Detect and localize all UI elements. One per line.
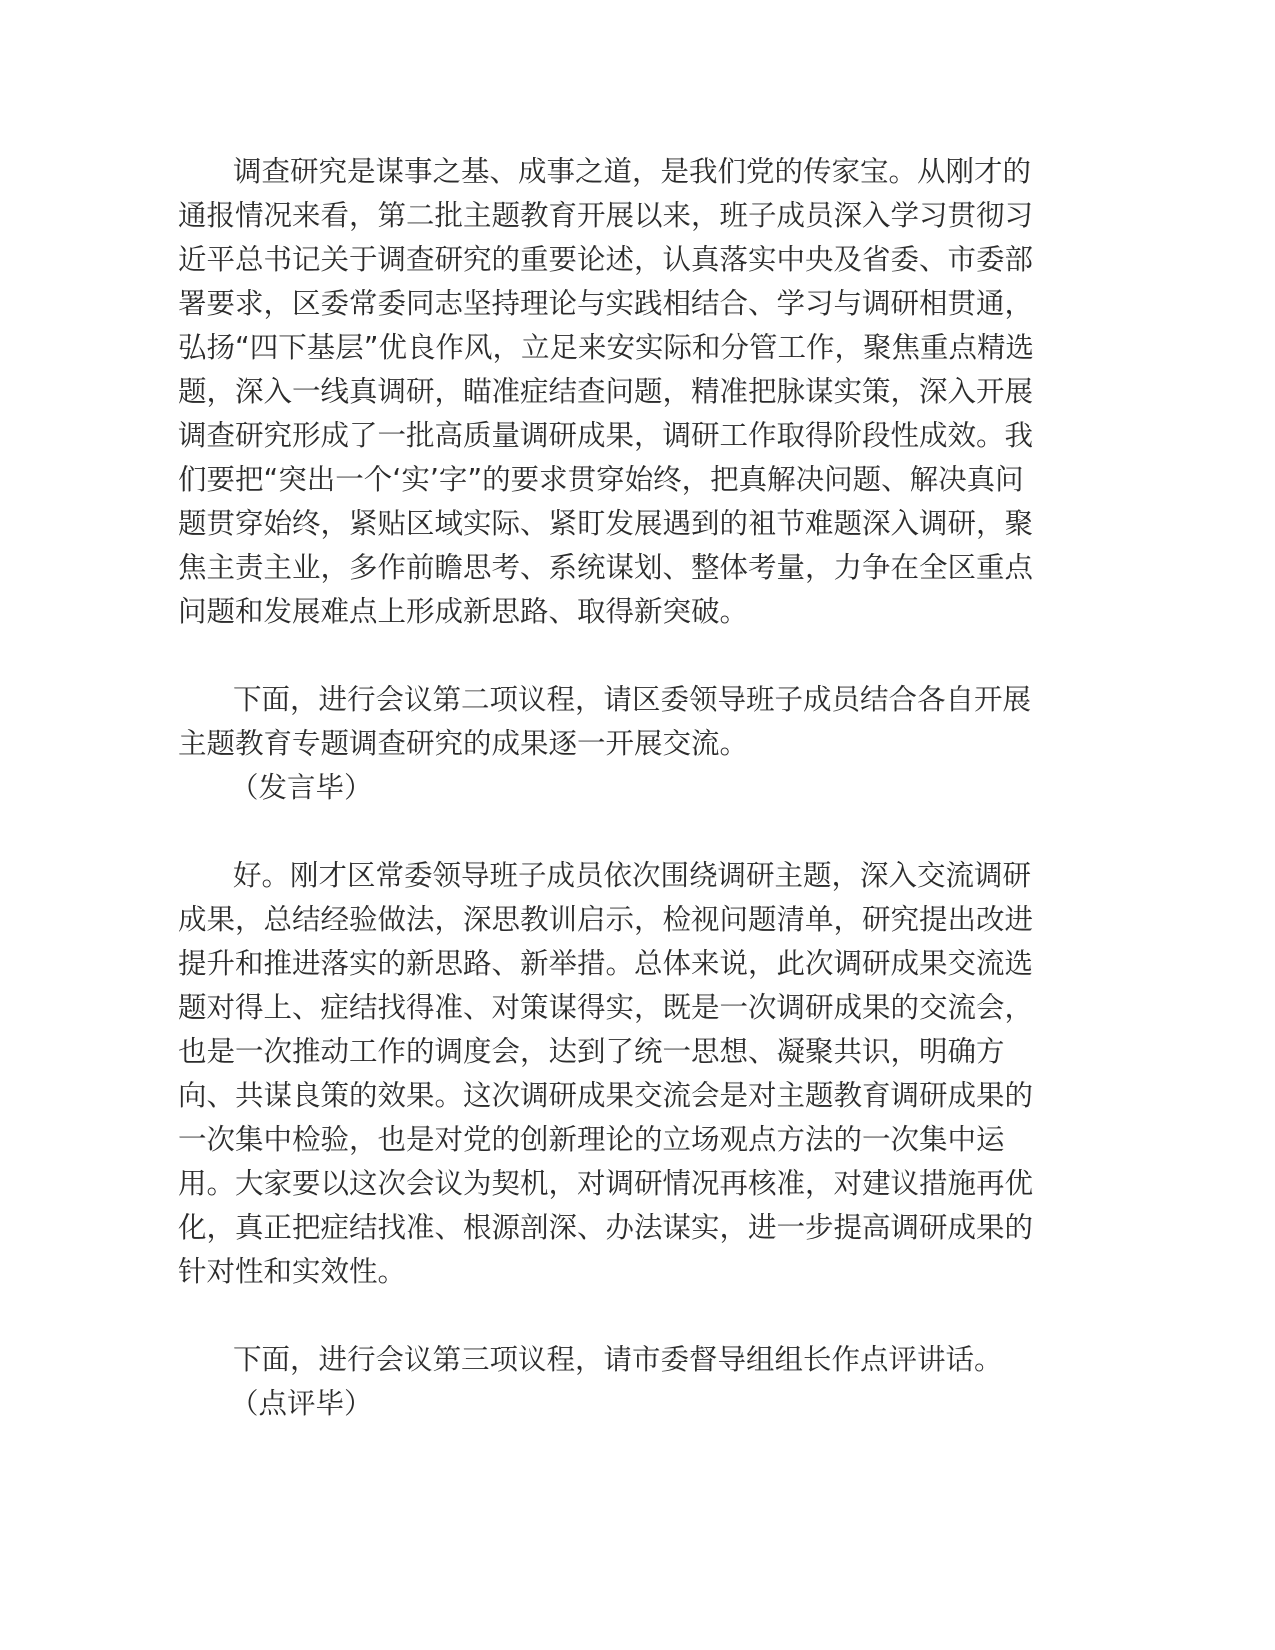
note-comments-finished: （点评毕） <box>230 1387 373 1420</box>
document-body <box>178 150 1048 1426</box>
paragraph-agenda-item-three: 下面，进行会议第三项议程，请市委督导组组长作点评讲话。 <box>233 1343 1003 1376</box>
paragraph-research-intro: 调查研究是谋事之基、成事之道，是我们党的传家宝。从刚才的通报情况来看，第二批主题教育开展以来，班子成员深入学习贯彻习近平总书记关于调查研究的重要论述，认真落实中央及省委、市委部署要求，区委常委同志坚持理论与实践相结合、学习与调研相贯通，弘扬“四下基层”优良作风，立足来安实际和分管工作，聚焦重点精选题，深入一线真调研，瞄准症结查问题，精准把脉谋实策，深入开展调查研究形成了一批高质量调研成果，调研工作取得阶段性成效。我们要把“突出一个‘实’字”的要求贯穿始终，把真解决问题、解决真问题贯穿始终，紧贴区域实际、紧盯发展遇到的袓节难题深入调研，聚焦主责主业，多作前瞻思考、系统谋划、整体考量，力争在全区重点问题和发展难点上形成新思路、取得新突破。 <box>178 155 1035 628</box>
paragraph-summary: 好。刚才区常委领导班子成员依次围绕调研主题，深入交流调研成果，总结经验做法，深思教训启示，检视问题清单，研究提出改进提升和推进落实的新思路、新举措。总体来说，此次调研成果交流选题对得上、症结找得准、对策谋得实，既是一次调研成果的交流会，也是一次推动工作的调度会，达到了统一思想、凝聚共识，明确方向、共谋良策的效果。这次调研成果交流会是对主题教育调研成果的一次集中检验，也是对党的创新理论的立场观点方法的一次集中运用。大家要以这次会议为契机，对调研情况再核准，对建议措施再优化，真正把症结找准、根源剖深、办法谋实，进一步提高调研成果的针对性和实效性。 <box>178 859 1034 1288</box>
note-speeches-finished: （发言毕） <box>230 771 373 804</box>
paragraph-agenda-item-two: 下面，进行会议第二项议程，请区委领导班子成员结合各自开展主题教育专题调查研究的成果逐一开展交流。 <box>178 683 1032 760</box>
